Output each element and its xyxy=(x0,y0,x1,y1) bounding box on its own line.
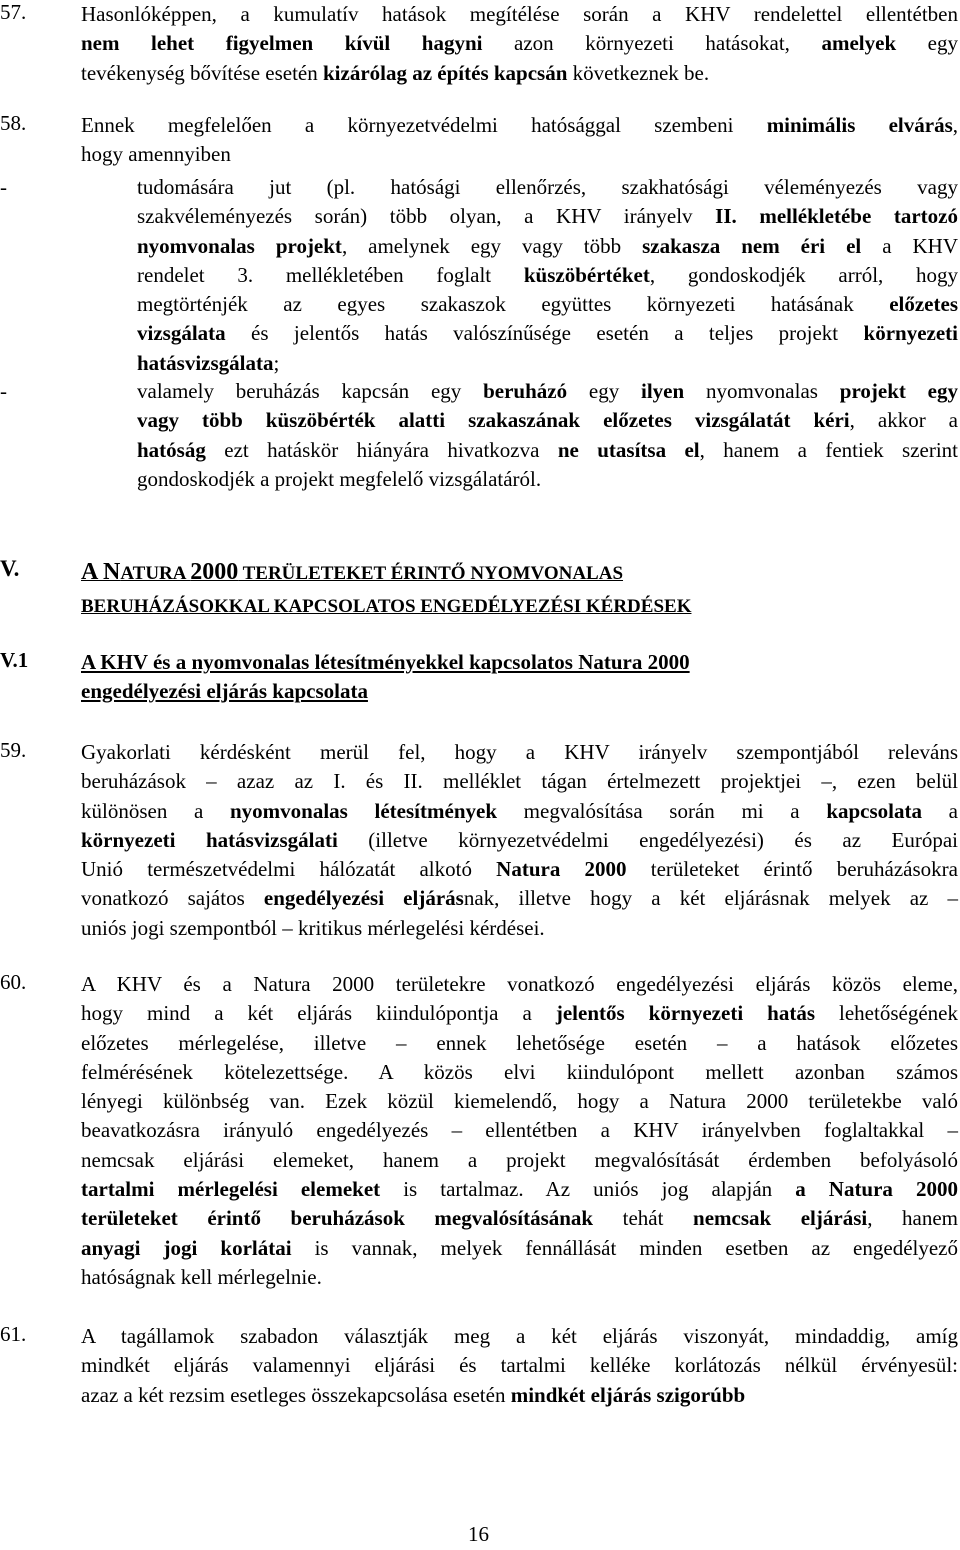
text-line xyxy=(137,261,958,290)
text-line xyxy=(81,797,958,826)
bold-text: Natura 2000 xyxy=(496,857,627,882)
text-run: beavatkozásra irányuló engedélyezés – ellentétben a KHV irányelvben foglaltakkal – xyxy=(81,1118,958,1143)
text-run: ; xyxy=(273,350,280,375)
text-line xyxy=(81,1263,958,1292)
section-title-part: A N xyxy=(81,559,121,585)
paragraph-text xyxy=(81,738,958,943)
paragraph-number: 60. xyxy=(0,970,27,994)
bold-text: mindkét eljárás szigorúbb xyxy=(510,1382,746,1407)
bold-text: II. mellékletébe tartozó xyxy=(715,204,958,229)
text-run: lehetőségének xyxy=(815,1001,958,1026)
text-run: (illetve környezetvédelmi engedélyezési) és az Európai xyxy=(337,827,958,852)
text-line xyxy=(81,970,958,999)
paragraph-text xyxy=(81,1322,958,1410)
bold-text: ne utasítsa el xyxy=(557,437,700,462)
section-title xyxy=(81,648,690,706)
bold-text: anyagi jogi korlátai xyxy=(81,1235,292,1260)
bold-text: engedélyezési eljárás xyxy=(263,886,464,911)
paragraph-number: 57. xyxy=(0,0,27,24)
text-line xyxy=(81,1234,958,1263)
text-line xyxy=(81,1146,958,1175)
text-run: Hasonlóképpen, a kumulatív hatások megítélése során a KHV rendelettel ellentétben xyxy=(81,2,958,26)
text-line xyxy=(137,377,958,406)
text-run: , xyxy=(952,113,958,137)
bold-text: területeket érintő beruházások megvalósításának xyxy=(81,1206,594,1231)
text-run: rendelet 3. mellékletében foglalt xyxy=(137,262,524,287)
text-run: ezt hatáskör hiányára hivatkozva xyxy=(205,437,558,462)
text-line xyxy=(81,111,958,140)
text-run: a KHV xyxy=(861,233,959,258)
paragraph-text xyxy=(81,111,958,170)
bold-text: ilyen xyxy=(641,379,685,403)
text-run: szakvéleményezés során) több olyan, a KHV irányelv xyxy=(137,204,716,229)
text-run: Unió természetvédelmi hálózatát alkotó xyxy=(81,857,497,882)
text-run: vonatkozó sajátos xyxy=(81,886,264,911)
text-run: A tagállamok szabadon választják meg a két eljárás viszonyát, mindaddig, amíg xyxy=(81,1324,958,1348)
text-run: Gyakorlati kérdésként merül fel, hogy a KHV irányelv szempontjából releváns xyxy=(81,740,958,764)
text-run: különösen a xyxy=(81,798,230,823)
text-line xyxy=(137,173,958,202)
list-dash: - xyxy=(0,175,7,199)
text-run: is tartalmaz. Az uniós jog alapján xyxy=(380,1177,796,1202)
text-run: egy xyxy=(567,379,641,403)
text-run: megtörténjék az egyes szakaszok együttes környezeti hatásának xyxy=(137,292,890,317)
text-run: nyomvonalas xyxy=(684,379,840,403)
paragraph-number: 58. xyxy=(0,111,27,135)
text-run: , amelynek egy vagy több xyxy=(341,233,643,258)
text-run: , hanem xyxy=(867,1206,958,1231)
bold-text: környezeti hatásvizsgálati xyxy=(81,827,338,852)
section-title-line: A KHV és a nyomvonalas létesítményekkel kapcsolatos Natura 2000 xyxy=(81,650,690,674)
text-line xyxy=(137,319,958,348)
text-run: gondoskodjék a projekt megfelelő vizsgálatáról. xyxy=(137,466,542,491)
text-run: , hanem a fentiek szerint xyxy=(699,437,959,462)
text-line xyxy=(81,1087,958,1116)
page-number: 16 xyxy=(468,1522,489,1546)
paragraph-text xyxy=(81,970,958,1292)
bold-text: hatásvizsgálata xyxy=(137,350,274,375)
text-line xyxy=(81,1322,958,1351)
text-run: felmérésének kötelezettsége. A közös elvi kiindulópont mellett azonban számos xyxy=(81,1059,958,1084)
bold-text: küszöbértéket xyxy=(523,262,650,287)
text-run: beruházások – azaz az I. és II. melléklet tágan értelmezett projektjei –, ezen belül xyxy=(81,769,958,794)
text-line xyxy=(137,232,958,261)
text-run: nemcsak eljárási elemeket, hanem a projekt megvalósítását érdemben befolyásoló xyxy=(81,1147,958,1172)
text-line xyxy=(81,884,958,913)
bold-text: nemcsak eljárási xyxy=(693,1206,868,1231)
text-line xyxy=(81,1175,958,1204)
section-title-part: BERUHÁZÁSOKKAL KAPCSOLATOS ENGEDÉLYEZÉSI KÉRDÉSEK xyxy=(81,596,692,617)
bold-text: jelentős környezeti hatás xyxy=(555,1001,816,1026)
text-line xyxy=(81,29,958,58)
text-run: megvalósítása során mi a xyxy=(497,798,827,823)
text-run: következnek be. xyxy=(567,60,710,85)
text-run: valamely beruházás kapcsán egy xyxy=(137,379,484,403)
text-line xyxy=(81,738,958,767)
text-run: tudomására jut (pl. hatósági ellenőrzés, szakhatósági véleményezés vagy xyxy=(137,175,958,199)
bold-text: hatóság xyxy=(137,437,206,462)
paragraph-number: 59. xyxy=(0,738,27,762)
text-run: lényegi különbség van. Ezek közül kiemelendő, hogy a Natura 2000 területekbe való xyxy=(81,1089,958,1114)
text-line xyxy=(81,1116,958,1145)
section-title-part: ATURA xyxy=(120,563,191,584)
text-run: tehát xyxy=(593,1206,694,1231)
text-line xyxy=(81,999,958,1028)
text-line xyxy=(81,1029,958,1058)
text-line xyxy=(81,1204,958,1233)
bold-text: minimális elvárás xyxy=(766,113,953,137)
text-run: mindkét eljárás valamennyi eljárási és tartalmi kelléke korlátozás nélkül érvényesül: xyxy=(81,1353,958,1378)
text-run: a xyxy=(922,798,958,823)
list-item-text xyxy=(137,377,958,494)
text-line xyxy=(81,1381,958,1410)
text-line xyxy=(81,0,958,29)
text-line xyxy=(137,349,958,378)
text-line xyxy=(81,1351,958,1380)
bold-text: vizsgálata xyxy=(137,321,226,346)
bold-text: környezeti xyxy=(863,321,958,346)
paragraph-text xyxy=(81,0,958,88)
text-run: hogy mind a két eljárás kiindulópontja a xyxy=(81,1001,556,1026)
text-run: hatóságnak kell mérlegelnie. xyxy=(81,1264,322,1289)
section-title xyxy=(81,556,691,623)
bold-text: kizárólag az építés kapcsán xyxy=(323,60,568,85)
bold-text: előzetes xyxy=(889,292,958,317)
bold-text: nyomvonalas projekt xyxy=(137,233,342,258)
list-dash: - xyxy=(0,379,7,403)
section-title-part: 2000 xyxy=(190,559,239,585)
section-number: V. xyxy=(0,556,20,581)
bold-text: beruházó xyxy=(483,379,568,403)
text-run: Ennek megfelelően a környezetvédelmi hatósággal szembeni xyxy=(81,113,767,137)
text-line xyxy=(81,59,958,88)
text-line xyxy=(137,290,958,319)
section-title-part: TERÜLETEKET ÉRINTŐ NYOMVONALAS xyxy=(238,563,624,584)
text-line xyxy=(81,1058,958,1087)
text-run: is vannak, melyek fennállását minden esetben az engedélyező xyxy=(291,1235,958,1260)
text-line xyxy=(81,914,958,943)
bold-text: nyomvonalas létesítmények xyxy=(230,798,497,823)
bold-text: tartalmi mérlegelési elemeket xyxy=(81,1177,381,1202)
text-run: azaz a két rezsim esetleges összekapcsolása esetén xyxy=(81,1382,511,1407)
text-line xyxy=(81,855,958,884)
bold-text: vagy több küszöbérték alatti szakaszának előzetes vizsgálatát kéri xyxy=(137,408,850,433)
text-run: nak, illetve hogy a két eljárásnak melyek az – xyxy=(463,886,958,911)
text-line xyxy=(137,202,958,231)
text-run: és jelentős hatás valószínűsége esetén a teljes projekt xyxy=(225,321,864,346)
bold-text: amelyek xyxy=(821,31,897,56)
text-run: hogy amennyiben xyxy=(81,142,231,167)
section-title-line: engedélyezési eljárás kapcsolata xyxy=(81,679,368,703)
text-run: előzetes mérlegelése, illetve – ennek lehetősége esetén – a hatások előzetes xyxy=(81,1030,958,1055)
text-line xyxy=(81,767,958,796)
list-item-text xyxy=(137,173,958,378)
text-line xyxy=(81,140,958,169)
text-run: azon környezeti hatásokat, xyxy=(482,31,822,56)
paragraph-number: 61. xyxy=(0,1322,27,1346)
text-run: , akkor a xyxy=(849,408,958,433)
bold-text: szakasza nem éri el xyxy=(642,233,862,258)
bold-text: projekt egy xyxy=(839,379,958,403)
text-run: tevékenység bővítése esetén xyxy=(81,60,323,85)
text-line xyxy=(81,826,958,855)
text-line xyxy=(137,465,958,494)
text-run: A KHV és a Natura 2000 területekre vonatkozó engedélyezési eljárás közös eleme, xyxy=(81,972,958,996)
text-line xyxy=(137,406,958,435)
text-run: , gondoskodjék arról, hogy xyxy=(649,262,958,287)
section-number: V.1 xyxy=(0,648,29,672)
bold-text: nem lehet figyelmen kívül hagyni xyxy=(81,31,483,56)
text-line xyxy=(137,436,958,465)
text-run: egy xyxy=(896,31,958,56)
bold-text: a Natura 2000 xyxy=(795,1177,958,1202)
text-run: uniós jogi szempontból – kritikus mérlegelési kérdései. xyxy=(81,915,545,940)
text-run: területeket érintő beruházásokra xyxy=(626,857,958,882)
bold-text: kapcsolata xyxy=(826,798,922,823)
